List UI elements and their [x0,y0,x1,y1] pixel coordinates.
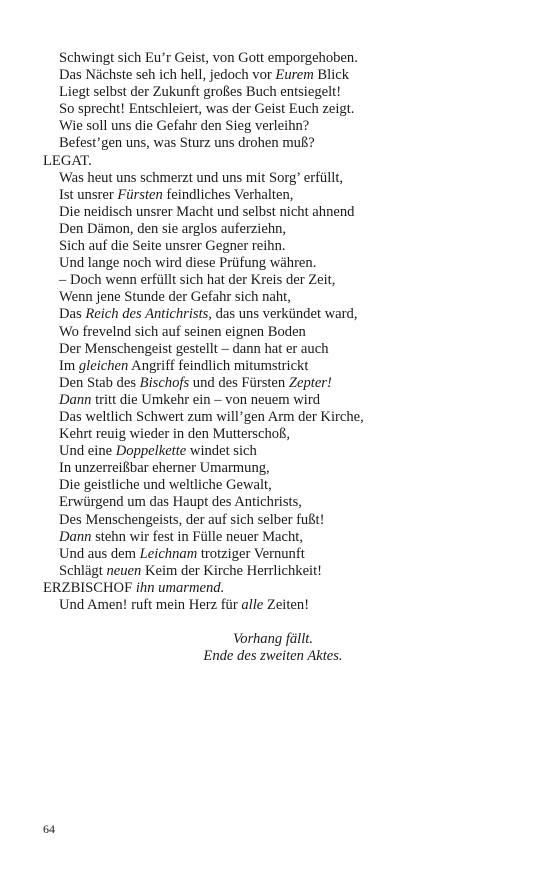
italic-text: Zepter! [288,374,332,391]
line-text: Sich auf die Seite unsrer Gegner reihn. [59,238,286,255]
line-text: Schlägt [59,562,107,579]
line-text: Die neidisch unsrer Macht und selbst nicht ahnend [59,203,355,220]
line-text: – Doch wenn erfüllt sich hat der Kreis der Zeit, [59,272,336,289]
verse-line [43,67,523,84]
verse-line [43,443,523,460]
line-text: Und lange noch wird diese Prüfung währen. [59,255,317,272]
verse-line [43,426,523,443]
line-text: Keim der Kirche Herrlichkeit! [141,562,323,579]
italic-text: Doppelkette [115,443,187,460]
italic-text: alle [241,597,264,613]
italic-text: neuen [106,562,142,579]
line-text: trotziger Vernunft [197,545,305,562]
verse-line [43,375,523,392]
verse-line [43,255,523,272]
line-text: So sprecht! Entschleiert, was der Geist Euch zeigt. [59,101,355,118]
line-text: In unzerreißbar eherner Umarmung, [59,460,270,477]
line-text: Den Dämon, den sie arglos auferziehn, [59,220,287,237]
italic-text: Reich des Antichrists, [85,306,212,323]
page-number: 64 [43,822,55,836]
verse-line [43,118,523,135]
line-text: Blick [313,67,350,84]
verse-line [43,50,523,67]
speaker-line [43,153,523,170]
line-text: Des Menschengeists, der auf sich selber fußt! [59,511,325,528]
line-text: das uns verkündet ward, [211,306,358,323]
line-text: Ende des zweiten Aktes. [203,648,343,665]
italic-text: Eurem [275,67,314,84]
line-text: Und aus dem [59,545,140,562]
stage-direction [43,648,373,665]
italic-text: Leichnam [139,545,198,562]
line-text: Liegt selbst der Zukunft großes Buch entsiegelt! [59,84,342,101]
line-text: Kehrt reuig wieder in den Mutterschoß, [59,426,290,443]
verse-line [43,563,523,580]
verse-line [43,529,523,546]
line-text: und des Fürsten [189,374,289,391]
line-text: Befest’gen uns, was Sturz uns drohen muß? [59,135,315,152]
verse-line [43,460,523,477]
italic-text: gleichen [78,357,129,374]
line-text: tritt die Umkehr ein – von neuem wird [91,391,321,408]
spacer [43,614,523,631]
line-text: Ist unsrer [59,186,118,203]
line-text: Das weltlich Schwert zum will’gen Arm der Kirche, [59,408,364,425]
verse-line [43,221,523,238]
verse-line [43,597,523,614]
verse-line [43,170,523,187]
verse-line [43,409,523,426]
line-text: Und Amen! ruft mein Herz für [59,597,242,613]
verse-line [43,546,523,563]
verse-line [43,358,523,375]
line-text: Das [59,306,86,323]
line-text: Wo frevelnd sich auf seinen eignen Boden [59,323,306,340]
line-text: feindliches Verhalten, [162,186,294,203]
italic-text: Dann [59,391,92,408]
verse-line [43,392,523,409]
line-text: ERZBISCHOF [43,579,136,596]
line-text: Erwürgend um das Haupt des Antichrists, [59,494,302,511]
verse-line [43,512,523,529]
drama-text-block [43,50,523,665]
verse-line [43,272,523,289]
verse-line [43,135,523,152]
verse-line [43,494,523,511]
italic-text: Fürsten [117,186,163,203]
italic-text: Dann [59,528,92,545]
line-text: LEGAT. [43,152,92,169]
italic-text: Bischofs [139,374,190,391]
line-text: Vorhang fällt. [232,631,313,648]
verse-line [43,101,523,118]
line-text: Und eine [59,443,116,460]
line-text: Das Nächste seh ich hell, jedoch vor [59,67,276,84]
stage-direction [43,631,373,648]
italic-text: ihn umarmend. [135,579,225,596]
line-text: Wie soll uns die Gefahr den Sieg verleihn? [59,118,310,135]
speaker-line [43,580,523,597]
line-text: windet sich [186,443,257,460]
verse-line [43,187,523,204]
line-text: Den Stab des [59,374,140,391]
verse-line [43,84,523,101]
line-text: Angriff feindlich mitumstrickt [128,357,309,374]
verse-line [43,324,523,341]
verse-line [43,238,523,255]
line-text: Schwingt sich Eu’r Geist, von Gott emporgehoben. [59,50,358,66]
verse-line [43,204,523,221]
verse-line [43,306,523,323]
verse-line [43,341,523,358]
line-text: Was heut uns schmerzt und uns mit Sorg’ erfüllt, [59,169,344,186]
line-text: stehn wir fest in Fülle neuer Macht, [91,528,303,545]
line-text: Wenn jene Stunde der Gefahr sich naht, [59,289,291,306]
verse-line [43,477,523,494]
verse-line [43,289,523,306]
line-text: Die geistliche und weltliche Gewalt, [59,477,272,494]
line-text: Zeiten! [263,597,310,613]
line-text: Im [59,357,79,374]
line-text: Der Menschengeist gestellt – dann hat er auch [59,340,329,357]
